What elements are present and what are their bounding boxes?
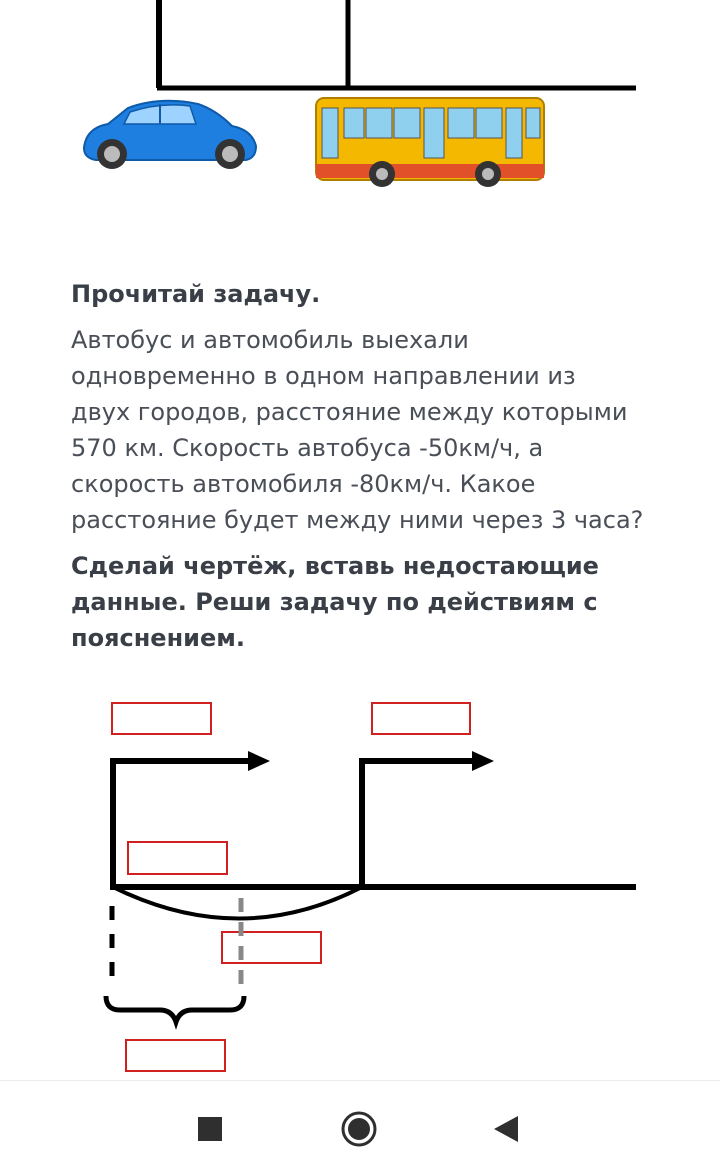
task-line: Автобус и автомобиль выехали xyxy=(71,326,469,354)
car-icon xyxy=(84,101,256,169)
square-icon xyxy=(197,1116,223,1142)
left-arrow-head xyxy=(248,751,270,771)
task-heading: Прочитай задачу. xyxy=(71,280,321,308)
task-line: расстояние будет между ними через 3 часа? xyxy=(71,506,644,534)
home-circle-icon xyxy=(340,1110,378,1148)
distance-arc xyxy=(113,887,362,919)
task-line: 570 км. Скорость автобуса -50км/ч, а xyxy=(71,434,544,462)
answer-box-bottom[interactable] xyxy=(126,1040,225,1071)
instruction-line: Сделай чертёж, вставь недостающие xyxy=(71,552,599,580)
task-paragraph xyxy=(71,322,671,538)
diagram xyxy=(0,680,720,1080)
back-button[interactable] xyxy=(456,1081,556,1176)
back-triangle-icon xyxy=(492,1114,520,1144)
task-text xyxy=(71,276,671,666)
bus-icon xyxy=(316,98,544,187)
answer-box-top-left[interactable] xyxy=(112,703,211,734)
top-illustration xyxy=(0,0,720,230)
task-line: одновременно в одном направлении из xyxy=(71,362,576,390)
answer-box-gap[interactable] xyxy=(222,932,321,963)
instruction-line: данные. Реши задачу по действиям с xyxy=(71,588,598,616)
instruction-line: пояснением. xyxy=(71,624,245,652)
answer-box-distance[interactable] xyxy=(128,842,227,874)
task-line: скорость автомобиля -80км/ч. Какое xyxy=(71,470,536,498)
home-button[interactable] xyxy=(309,1081,409,1176)
recent-apps-button[interactable] xyxy=(160,1081,260,1176)
navigation-bar xyxy=(0,1080,720,1176)
task-instruction xyxy=(71,548,671,656)
right-arrow-head xyxy=(472,751,494,771)
answer-box-top-right[interactable] xyxy=(372,703,470,734)
task-line: двух городов, расстояние между которыми xyxy=(71,398,628,426)
curly-brace xyxy=(106,996,244,1022)
